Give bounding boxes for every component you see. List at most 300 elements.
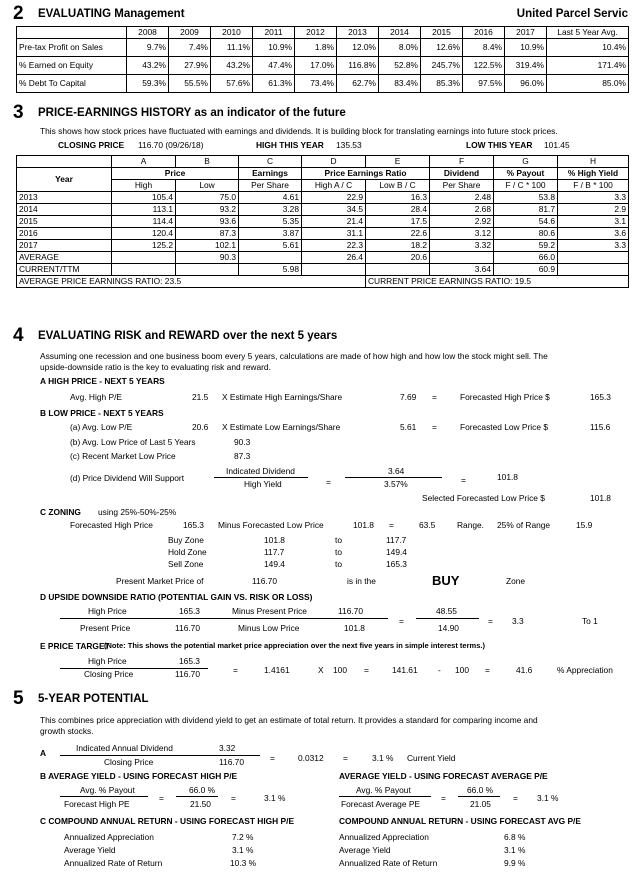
column-letter: C: [239, 156, 302, 168]
column-letter: H: [558, 156, 629, 168]
table-cell: 87.3: [176, 228, 239, 240]
annualized-return-label-2: Annualized Rate of Return: [339, 858, 438, 868]
table-cell: 12.0%: [337, 39, 379, 57]
section-3-number: 3: [13, 102, 24, 123]
table-cell: 97.5%: [463, 75, 505, 93]
table-cell: 2.92: [430, 216, 494, 228]
sell-zone-from: 149.4: [264, 559, 285, 569]
table-cell: 21.4: [302, 216, 366, 228]
subheader: Per Share: [430, 180, 494, 192]
table-cell: 53.8: [494, 192, 558, 204]
table-cell: 3.64: [430, 264, 494, 276]
table-row: [17, 228, 629, 240]
table-cell: 3.1: [558, 216, 629, 228]
year-column-header: Year: [17, 168, 112, 192]
avg-low-pe-label: (a) Avg. Low P/E: [70, 422, 133, 432]
table-cell: 8.0%: [379, 39, 421, 57]
equals-sign: =: [513, 793, 518, 803]
indicated-dividend-value: 3.64: [388, 466, 405, 476]
table-cell: 17.5: [366, 216, 430, 228]
table-cell: 3.32: [430, 240, 494, 252]
ud-high-price-value: 165.3: [179, 606, 200, 616]
ud-high-price-label: High Price: [88, 606, 127, 616]
high-yield-value: 3.57%: [384, 479, 408, 489]
closing-price-value-5a: 116.70: [219, 757, 244, 767]
table-cell: [112, 264, 176, 276]
table-cell: 105.4: [112, 192, 176, 204]
table-cell: 85.3%: [421, 75, 463, 93]
subheader: F / B * 100: [558, 180, 629, 192]
avg-high-pe-value: 21.5: [192, 392, 209, 402]
present-market-price-value: 116.70: [252, 576, 277, 586]
table-cell: 43.2%: [127, 57, 169, 75]
closing-price-value: 116.70 (09/26/18): [138, 140, 204, 150]
table-row: [17, 75, 629, 93]
dividend-support-label: (d) Price Dividend Will Support: [70, 473, 185, 483]
table-cell: 5.61: [239, 240, 302, 252]
forecast-high-pe-label: Forecast High PE: [64, 799, 130, 809]
avg-yield-avg-pe-title: AVERAGE YIELD - USING FORECAST AVERAGE P/E: [339, 771, 548, 781]
forecasted-high-price-label: Forecasted High Price $: [460, 392, 550, 402]
column-letter: G: [494, 156, 558, 168]
table-cell: 10.9%: [253, 39, 295, 57]
annualized-return-value-2: 9.9 %: [504, 858, 526, 868]
pt-closing-price-value: 116.70: [175, 669, 200, 679]
average-row: [17, 252, 629, 264]
subheader: F / C * 100: [494, 180, 558, 192]
estimate-high-eps-value: 7.69: [400, 392, 417, 402]
equals-sign: =: [326, 477, 331, 487]
table-cell: 9.7%: [127, 39, 169, 57]
table-cell: 113.1: [112, 204, 176, 216]
zoning-minus-low-label: Minus Forecasted Low Price: [218, 520, 324, 530]
equals-sign: =: [488, 616, 493, 626]
table-cell: 90.3: [176, 252, 239, 264]
ud-present-price-label: Present Price: [80, 623, 131, 633]
price-target-note: (Note: This shows the potential market price appreciation over the next five years in simple interest terms.): [104, 641, 485, 650]
high-yield-header: % High Yield: [558, 168, 629, 180]
table-cell: 85.0%: [547, 75, 629, 93]
section-5-intro-line2: growth stocks.: [40, 726, 94, 736]
pt-appreciation-value: 41.6: [516, 665, 533, 675]
pt-hundred: 100: [333, 665, 347, 675]
average-yield-value-2: 3.1 %: [504, 845, 526, 855]
forecast-avg-pe-value: 21.05: [470, 799, 491, 809]
price-header: Price: [112, 168, 239, 180]
table-row: [17, 240, 629, 252]
table-cell: 116.8%: [337, 57, 379, 75]
table-cell: 75.0: [176, 192, 239, 204]
equals-sign: =: [159, 793, 164, 803]
section-4-number: 4: [13, 325, 24, 346]
hold-zone-from: 117.7: [264, 547, 285, 557]
buy-zone-from: 101.8: [264, 535, 285, 545]
column-letter-row: [17, 156, 629, 168]
equals-sign: =: [270, 753, 275, 763]
avg-yield-high-result: 3.1 %: [264, 793, 286, 803]
pt-times: X: [318, 665, 324, 675]
average-pe-ratio: AVERAGE PRICE EARNINGS RATIO: 23.5: [17, 276, 366, 288]
sell-zone-to: 165.3: [386, 559, 407, 569]
zoning-minus-low-value: 101.8: [353, 520, 374, 530]
subheader: High A / C: [302, 180, 366, 192]
average-yield-value: 3.1 %: [232, 845, 254, 855]
ud-minus-low-label: Minus Low Price: [238, 623, 300, 633]
table-cell: 114.4: [112, 216, 176, 228]
table-cell: 102.1: [176, 240, 239, 252]
column-letter: D: [302, 156, 366, 168]
pe-summary-row: [17, 276, 629, 288]
table-cell: 3.28: [239, 204, 302, 216]
table-row: [17, 204, 629, 216]
table-cell: 96.0%: [505, 75, 547, 93]
table-cell: 2.9: [558, 204, 629, 216]
is-in-the-label: is in the: [347, 576, 376, 586]
table-row: [17, 192, 629, 204]
indicated-annual-dividend-value: 3.32: [219, 743, 236, 753]
section-5-title: 5-YEAR POTENTIAL: [38, 693, 149, 705]
low-this-year-value: 101.45: [544, 140, 570, 150]
range-label: Range.: [457, 520, 485, 530]
row-label: AVERAGE: [17, 252, 112, 264]
table-cell: [558, 264, 629, 276]
table-cell: 57.6%: [211, 75, 253, 93]
table-cell: 28.4: [366, 204, 430, 216]
zoning-title: C ZONING: [40, 507, 81, 517]
table-cell: 17.0%: [295, 57, 337, 75]
high-this-year-value: 135.53: [336, 140, 362, 150]
table-cell: [176, 264, 239, 276]
pt-minus: -: [438, 665, 441, 675]
avg-low-5yr-value: 90.3: [234, 437, 251, 447]
forecasted-high-price-value: 165.3: [590, 392, 611, 402]
table-cell: [558, 252, 629, 264]
row-label: 2014: [17, 204, 112, 216]
pe-history-table: [16, 155, 629, 288]
forecast-avg-pe-label: Forecast Average PE: [341, 799, 420, 809]
forecast-high-pe-value: 21.50: [190, 799, 211, 809]
buy-zone-to: 117.7: [386, 535, 407, 545]
table-cell: 22.9: [302, 192, 366, 204]
table-cell: 4.61: [239, 192, 302, 204]
table-cell: [302, 264, 366, 276]
table-cell: 80.6: [494, 228, 558, 240]
table-cell: 125.2: [112, 240, 176, 252]
selected-low-price-label: Selected Forecasted Low Price $: [422, 493, 545, 503]
table-cell: 83.4%: [379, 75, 421, 93]
table-cell: 43.2%: [211, 57, 253, 75]
estimate-low-eps-value: 5.61: [400, 422, 417, 432]
avg-high-pe-label: Avg. High P/E: [70, 392, 122, 402]
table-cell: 5.35: [239, 216, 302, 228]
to-one-label: To 1: [582, 616, 598, 626]
compound-return-avg-title: COMPOUND ANNUAL RETURN - USING FORECAST AVG P/E: [339, 816, 581, 826]
column-letter: E: [366, 156, 430, 168]
table-cell: 1.8%: [295, 39, 337, 57]
avg-payout-value: 66.0 %: [189, 785, 216, 795]
section-2-number: 2: [13, 3, 24, 24]
table-cell: 3.87: [239, 228, 302, 240]
zoning-high-price-value: 165.3: [183, 520, 204, 530]
current-ttm-row: [17, 264, 629, 276]
indicated-dividend-label: Indicated Dividend: [226, 466, 295, 476]
table-cell: [239, 252, 302, 264]
year-header: 2008: [127, 27, 169, 39]
table-cell: 2.48: [430, 192, 494, 204]
ud-ratio-value: 3.3: [512, 616, 524, 626]
annualized-appreciation-label-2: Annualized Appreciation: [339, 832, 429, 842]
section-3-title: PRICE-EARNINGS HISTORY as an indicator of the future: [38, 107, 346, 119]
column-letter: F: [430, 156, 494, 168]
indicated-annual-dividend-label: Indicated Annual Dividend: [76, 743, 173, 753]
high-this-year-label: HIGH THIS YEAR: [256, 140, 324, 150]
pt-ratio: 1.4161: [264, 665, 290, 675]
annualized-return-value: 10.3 %: [230, 858, 257, 868]
row-label: 2013: [17, 192, 112, 204]
subheader: High: [112, 180, 176, 192]
current-pe-ratio: CURRENT PRICE EARNINGS RATIO: 19.5: [366, 276, 629, 288]
subheader: Low B / C: [366, 180, 430, 192]
table-cell: 22.6: [366, 228, 430, 240]
table-cell: 22.3: [302, 240, 366, 252]
column-letter: B: [176, 156, 239, 168]
forecasted-low-price-label: Forecasted Low Price $: [460, 422, 548, 432]
ud-denominator: 14.90: [438, 623, 459, 633]
upside-downside-title: D UPSIDE DOWNSIDE RATIO (POTENTIAL GAIN VS. RISK OR LOSS): [40, 592, 313, 602]
annualized-return-label: Annualized Rate of Return: [64, 858, 163, 868]
year-header: 2013: [337, 27, 379, 39]
ud-numerator: 48.55: [436, 606, 457, 616]
estimate-high-eps-label: X Estimate High Earnings/Share: [222, 392, 343, 402]
year-header: 2016: [463, 27, 505, 39]
section-4-intro-line2: upside-downside ratio is the key to evaluating risk and reward.: [40, 362, 271, 372]
row-label: 2015: [17, 216, 112, 228]
dividend-support-value: 101.8: [497, 472, 518, 482]
high-price-title: A HIGH PRICE - NEXT 5 YEARS: [40, 376, 165, 386]
section-5a-letter: A: [40, 748, 47, 758]
range-value: 63.5: [419, 520, 436, 530]
equals-sign: =: [432, 392, 437, 402]
table-cell: 18.2: [366, 240, 430, 252]
management-table: [16, 26, 629, 93]
recent-market-low-value: 87.3: [234, 451, 251, 461]
zoning-high-price-label: Forecasted High Price: [70, 520, 153, 530]
year-header: Last 5 Year Avg.: [547, 27, 629, 39]
avg-payout-value-2: 66.0 %: [467, 785, 494, 795]
table-cell: 27.9%: [169, 57, 211, 75]
table-cell: 26.4: [302, 252, 366, 264]
row-label: 2017: [17, 240, 112, 252]
pe-ratio-header: Price Earnings Ratio: [302, 168, 430, 180]
sell-zone-label: Sell Zone: [168, 559, 204, 569]
table-cell: 59.3%: [127, 75, 169, 93]
zone-to: to: [335, 547, 342, 557]
annualized-appreciation-value: 7.2 %: [232, 832, 254, 842]
section-5-intro-line1: This combines price appreciation with dividend yield to get an estimate of total return. It provides a standard for comparing income and: [40, 715, 538, 725]
zone-to: to: [335, 559, 342, 569]
ud-minus-present-label: Minus Present Price: [232, 606, 307, 616]
ud-minus-low-value: 101.8: [344, 623, 365, 633]
table-cell: 59.2: [494, 240, 558, 252]
equals-sign: =: [441, 793, 446, 803]
average-yield-label-2: Average Yield: [339, 845, 391, 855]
low-price-title: B LOW PRICE - NEXT 5 YEARS: [40, 408, 164, 418]
estimate-low-eps-label: X Estimate Low Earnings/Share: [222, 422, 341, 432]
closing-price-label-5a: Closing Price: [104, 757, 154, 767]
forecasted-low-price-value: 115.6: [590, 422, 611, 432]
table-cell: [430, 252, 494, 264]
row-label: CURRENT/TTM: [17, 264, 112, 276]
zone-result: BUY: [432, 573, 460, 588]
avg-low-5yr-label: (b) Avg. Low Price of Last 5 Years: [70, 437, 196, 447]
equals-sign: =: [233, 665, 238, 675]
table-cell: 11.1%: [211, 39, 253, 57]
table-cell: 60.9: [494, 264, 558, 276]
table-cell: 3.3: [558, 240, 629, 252]
table-cell: 20.6: [366, 252, 430, 264]
table-cell: 12.6%: [421, 39, 463, 57]
equals-sign: =: [364, 665, 369, 675]
table-cell: 81.7: [494, 204, 558, 216]
section-2-title: EVALUATING Management: [38, 8, 185, 20]
annualized-appreciation-label: Annualized Appreciation: [64, 832, 154, 842]
equals-sign: =: [231, 793, 236, 803]
equals-sign: =: [343, 753, 348, 763]
year-header: 2010: [211, 27, 253, 39]
table-cell: 122.5%: [463, 57, 505, 75]
year-header: 2009: [169, 27, 211, 39]
avg-payout-label-2: Avg. % Payout: [356, 785, 411, 795]
pt-result: 141.61: [392, 665, 418, 675]
row-label: % Earned on Equity: [17, 57, 127, 75]
current-yield-label: Current Yield: [407, 753, 456, 763]
equals-sign: =: [389, 520, 394, 530]
low-this-year-label: LOW THIS YEAR: [466, 140, 533, 150]
hold-zone-label: Hold Zone: [168, 547, 207, 557]
average-yield-label: Average Yield: [64, 845, 116, 855]
dividend-header: Dividend: [430, 168, 494, 180]
table-cell: 3.12: [430, 228, 494, 240]
earnings-header: Earnings: [239, 168, 302, 180]
column-letter: A: [112, 156, 176, 168]
table-cell: 120.4: [112, 228, 176, 240]
hold-zone-to: 149.4: [386, 547, 407, 557]
avg-low-pe-value: 20.6: [192, 422, 209, 432]
equals-sign: =: [432, 422, 437, 432]
table-cell: 66.0: [494, 252, 558, 264]
range-pct-label: 25% of Range: [497, 520, 551, 530]
avg-yield-high-pe-title: B AVERAGE YIELD - USING FORECAST HIGH P/E: [40, 771, 238, 781]
year-header: 2015: [421, 27, 463, 39]
management-header-row: [17, 27, 629, 39]
ud-present-price-value: 116.70: [175, 623, 200, 633]
row-label: % Debt To Capital: [17, 75, 127, 93]
year-header: 2014: [379, 27, 421, 39]
table-cell: 16.3: [366, 192, 430, 204]
table-cell: 55.5%: [169, 75, 211, 93]
table-cell: 93.2: [176, 204, 239, 216]
table-cell: [112, 252, 176, 264]
pt-closing-price-label: Closing Price: [84, 669, 134, 679]
table-cell: 3.3: [558, 192, 629, 204]
table-cell: 52.8%: [379, 57, 421, 75]
pt-hundred: 100: [455, 665, 469, 675]
pt-appreciation-label: % Appreciation: [557, 665, 613, 675]
section-4-title: EVALUATING RISK and REWARD over the next 5 years: [38, 330, 338, 342]
table-cell: 54.6: [494, 216, 558, 228]
range-pct-value: 15.9: [576, 520, 593, 530]
price-target-title: E PRICE TARGET: [40, 641, 110, 651]
zone-label: Zone: [506, 576, 526, 586]
buy-zone-label: Buy Zone: [168, 535, 204, 545]
yield-ratio: 0.0312: [298, 753, 324, 763]
table-row: [17, 216, 629, 228]
table-cell: 171.4%: [547, 57, 629, 75]
table-cell: 10.4%: [547, 39, 629, 57]
pt-high-price-label: High Price: [88, 656, 127, 666]
recent-market-low-label: (c) Recent Market Low Price: [70, 451, 176, 461]
year-header: 2011: [253, 27, 295, 39]
present-market-price-label: Present Market Price of: [116, 576, 204, 586]
table-cell: 34.5: [302, 204, 366, 216]
compound-return-high-title: C COMPOUND ANNUAL RETURN - USING FORECAST HIGH P/E: [40, 816, 295, 826]
table-cell: [366, 264, 430, 276]
high-yield-label: High Yield: [244, 479, 282, 489]
zone-to: to: [335, 535, 342, 545]
year-header: 2017: [505, 27, 547, 39]
header-row: [17, 168, 629, 180]
table-cell: 62.7%: [337, 75, 379, 93]
subheader: Per Share: [239, 180, 302, 192]
annualized-appreciation-value-2: 6.8 %: [504, 832, 526, 842]
table-row: [17, 39, 629, 57]
zoning-using: using 25%-50%-25%: [98, 507, 177, 517]
equals-sign: =: [399, 616, 404, 626]
closing-price-label: CLOSING PRICE: [58, 140, 125, 150]
table-cell: 245.7%: [421, 57, 463, 75]
table-cell: 47.4%: [253, 57, 295, 75]
avg-yield-avg-result: 3.1 %: [537, 793, 559, 803]
ud-minus-present-value: 116.70: [338, 606, 363, 616]
table-cell: 73.4%: [295, 75, 337, 93]
equals-sign: =: [461, 475, 466, 485]
current-yield-value: 3.1 %: [372, 753, 394, 763]
row-label: Pre-tax Profit on Sales: [17, 39, 127, 57]
table-cell: 3.6: [558, 228, 629, 240]
table-cell: 2.68: [430, 204, 494, 216]
table-cell: 319.4%: [505, 57, 547, 75]
pt-high-price-value: 165.3: [179, 656, 200, 666]
section-3-intro: This shows how stock prices have fluctuated with earnings and dividends. It is building block for translating earnings into future stock prices.: [40, 126, 558, 136]
table-cell: 31.1: [302, 228, 366, 240]
equals-sign: =: [485, 665, 490, 675]
selected-low-price-value: 101.8: [590, 493, 611, 503]
table-cell: 7.4%: [169, 39, 211, 57]
table-cell: 10.9%: [505, 39, 547, 57]
year-header: 2012: [295, 27, 337, 39]
row-label: 2016: [17, 228, 112, 240]
table-row: [17, 57, 629, 75]
section-4-intro-line1: Assuming one recession and one business boom every 5 years, calculations are made of how high and how low the stock might sell. The: [40, 351, 548, 361]
avg-payout-label: Avg. % Payout: [80, 785, 135, 795]
payout-header: % Payout: [494, 168, 558, 180]
table-cell: 61.3%: [253, 75, 295, 93]
company-name: United Parcel Servic: [516, 8, 628, 20]
table-cell: 8.4%: [463, 39, 505, 57]
table-cell: 93.6: [176, 216, 239, 228]
section-5-number: 5: [13, 688, 24, 709]
subheader: Low: [176, 180, 239, 192]
